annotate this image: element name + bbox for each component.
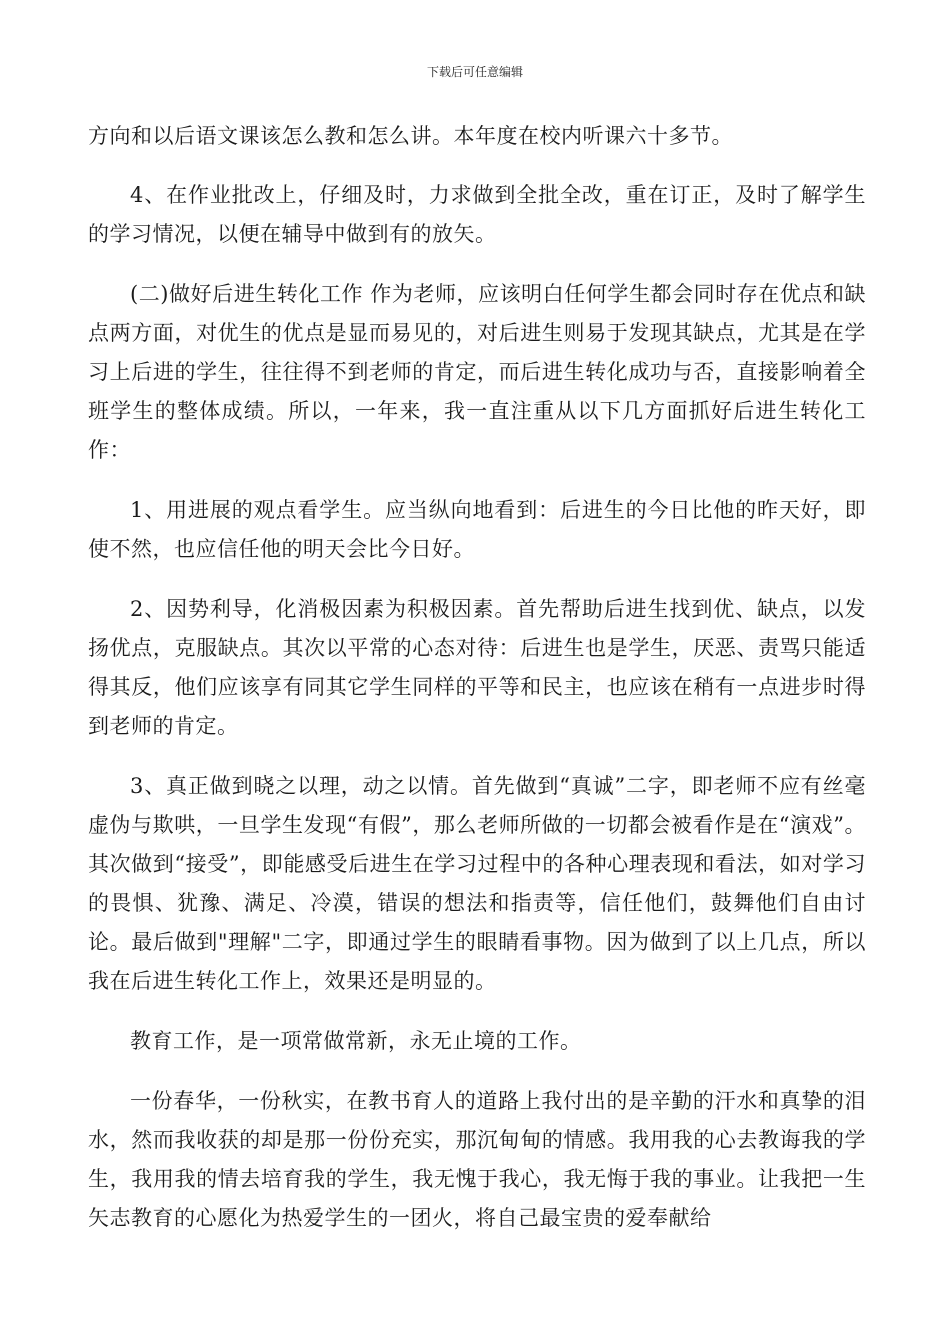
- page-header: 下载后可任意编辑: [426, 65, 523, 79]
- paragraph-point-three: 3、真正做到晓之以理，动之以情。首先做到“真诚”二字，即老师不应有丝毫虚伪与欺哄，一旦学生发现“有假”，那么老师所做的一切都会被看作是在“演戏”。其次做到“接受”，即能感受后进生在学习过程中的各种心理表现和看法，如对学习的畏惧、犹豫、满足、冷漠，错误的想法和指责等，信任他们，鼓舞他们自由讨论。最后做到"理解"二字，即通过学生的眼睛看事物。因为做到了以上几点，所以我在后进生转化工作上，效果还是明显的。: [88, 774, 866, 993]
- paragraph-continuation: 方向和以后语文课该怎么教和怎么讲。本年度在校内听课六十多节。: [88, 124, 733, 148]
- paragraph-point-two: 2、因势利导，化消极因素为积极因素。首先帮助后进生找到优、缺点，以发扬优点，克服缺点。其次以平常的心态对待：后进生也是学生，厌恶、责骂只能适得其反，他们应该享有同其它学生同样的平等和民主，也应该在稍有一点进步时得到老师的肯定。: [88, 597, 866, 738]
- paragraph-homework-grading: 4、在作业批改上，仔细及时，力求做到全批全改，重在订正，及时了解学生的学习情况，以便在辅导中做到有的放矢。: [88, 183, 866, 246]
- document-body: [88, 117, 866, 1259]
- paragraph-point-one: 1、用进展的观点看学生。应当纵向地看到：后进生的今日比他的昨天好，即使不然，也应信任他的明天会比今日好。: [88, 498, 866, 561]
- paragraph-closing: 一份春华，一份秋实，在教书育人的道路上我付出的是辛勤的汗水和真挚的泪水，然而我收获的却是那一份份充实，那沉甸甸的情感。我用我的心去教诲我的学生，我用我的情去培育我的学生，我无愧于我心，我无悔于我的事业。让我把一生矢志教育的心愿化为热爱学生的一团火，将自己最宝贵的爱奉献给: [88, 1089, 866, 1230]
- paragraph-education-work: 教育工作，是一项常做常新，永无止境的工作。: [130, 1029, 582, 1053]
- paragraph-section-two: (二)做好后进生转化工作 作为老师，应该明白任何学生都会同时存在优点和缺点两方面，对优生的优点是显而易见的，对后进生则易于发现其缺点，尤其是在学习上后进的学生，往往得不到老师的肯定，而后进生转化成功与否，直接影响着全班学生的整体成绩。所以，一年来，我一直注重从以下几方面抓好后进生转化工作：: [88, 282, 866, 462]
